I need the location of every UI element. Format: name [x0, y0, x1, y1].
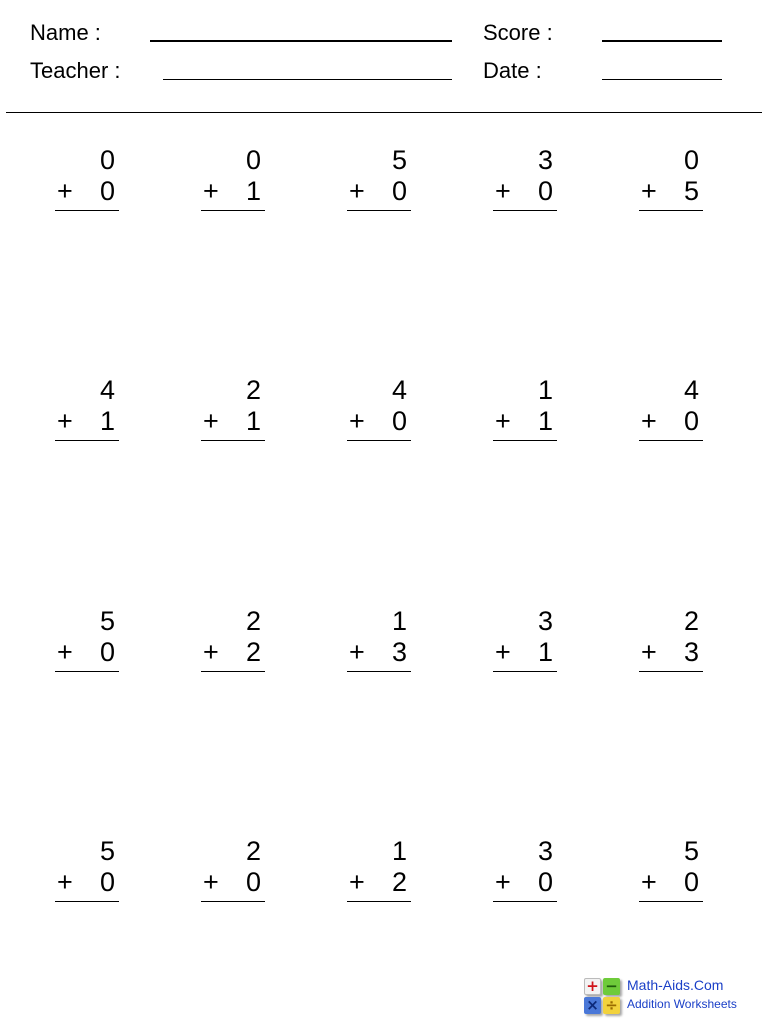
top-addend: 2: [245, 375, 261, 405]
plus-sign: +: [349, 637, 365, 667]
problem-item: [639, 836, 703, 906]
top-addend: 4: [391, 375, 407, 405]
bottom-addend: 0: [99, 637, 115, 667]
bottom-addend: 5: [683, 176, 699, 206]
top-addend: 5: [683, 836, 699, 866]
problem-item: [493, 836, 557, 906]
bottom-addend: 0: [683, 406, 699, 436]
answer-line[interactable]: [493, 901, 557, 902]
plus-icon: +: [584, 978, 601, 995]
problem-item: [201, 145, 265, 215]
answer-line[interactable]: [55, 901, 119, 902]
top-addend: 1: [391, 836, 407, 866]
top-addend: 5: [99, 606, 115, 636]
top-addend: 2: [683, 606, 699, 636]
top-addend: 1: [391, 606, 407, 636]
score-field-line[interactable]: [602, 40, 722, 42]
problem-item: [639, 375, 703, 445]
plus-sign: +: [57, 406, 73, 436]
bottom-addend: 0: [245, 867, 261, 897]
answer-line[interactable]: [639, 671, 703, 672]
bottom-addend: 3: [683, 637, 699, 667]
problem-item: [347, 606, 411, 676]
answer-line[interactable]: [55, 440, 119, 441]
bottom-addend: 0: [99, 867, 115, 897]
top-addend: 3: [537, 145, 553, 175]
header-divider: [6, 112, 762, 113]
problem-item: [639, 145, 703, 215]
plus-sign: +: [57, 867, 73, 897]
plus-sign: +: [495, 176, 511, 206]
answer-line[interactable]: [201, 901, 265, 902]
top-addend: 4: [99, 375, 115, 405]
plus-sign: +: [641, 637, 657, 667]
top-addend: 0: [245, 145, 261, 175]
answer-line[interactable]: [201, 210, 265, 211]
operations-icon: [584, 978, 620, 1014]
answer-line[interactable]: [347, 901, 411, 902]
answer-line[interactable]: [639, 440, 703, 441]
plus-sign: +: [203, 867, 219, 897]
top-addend: 5: [391, 145, 407, 175]
plus-sign: +: [349, 176, 365, 206]
plus-sign: +: [203, 637, 219, 667]
top-addend: 0: [99, 145, 115, 175]
date-label: Date :: [483, 58, 542, 83]
problem-item: [201, 606, 265, 676]
problem-item: [55, 145, 119, 215]
teacher-label: Teacher :: [30, 58, 121, 83]
plus-sign: +: [349, 867, 365, 897]
problem-item: [347, 145, 411, 215]
answer-line[interactable]: [347, 440, 411, 441]
answer-line[interactable]: [55, 210, 119, 211]
plus-sign: +: [641, 176, 657, 206]
top-addend: 1: [537, 375, 553, 405]
date-field-line[interactable]: [602, 79, 722, 80]
answer-line[interactable]: [493, 671, 557, 672]
answer-line[interactable]: [639, 210, 703, 211]
name-field-line[interactable]: [150, 40, 452, 42]
bottom-addend: 2: [391, 867, 407, 897]
plus-sign: +: [57, 176, 73, 206]
plus-sign: +: [203, 406, 219, 436]
problem-item: [493, 606, 557, 676]
bottom-addend: 2: [245, 637, 261, 667]
bottom-addend: 0: [537, 176, 553, 206]
plus-sign: +: [641, 406, 657, 436]
answer-line[interactable]: [201, 440, 265, 441]
problem-item: [201, 375, 265, 445]
bottom-addend: 0: [683, 867, 699, 897]
problem-item: [347, 836, 411, 906]
top-addend: 0: [683, 145, 699, 175]
answer-line[interactable]: [493, 440, 557, 441]
problem-item: [347, 375, 411, 445]
answer-line[interactable]: [347, 671, 411, 672]
problem-item: [493, 375, 557, 445]
problem-item: [201, 836, 265, 906]
score-label: Score :: [483, 20, 553, 45]
divide-icon: ÷: [603, 997, 620, 1014]
teacher-field-line[interactable]: [163, 79, 452, 80]
plus-sign: +: [495, 867, 511, 897]
bottom-addend: 0: [99, 176, 115, 206]
top-addend: 3: [537, 836, 553, 866]
plus-sign: +: [203, 176, 219, 206]
plus-sign: +: [641, 867, 657, 897]
problem-item: [55, 375, 119, 445]
name-label: Name :: [30, 20, 101, 45]
bottom-addend: 1: [245, 176, 261, 206]
bottom-addend: 1: [537, 406, 553, 436]
minus-icon: −: [603, 978, 620, 995]
problem-item: [493, 145, 557, 215]
answer-line[interactable]: [639, 901, 703, 902]
problem-item: [639, 606, 703, 676]
plus-sign: +: [349, 406, 365, 436]
bottom-addend: 0: [391, 406, 407, 436]
logo-site-name[interactable]: Math-Aids.Com: [627, 977, 724, 993]
plus-sign: +: [495, 637, 511, 667]
plus-sign: +: [495, 406, 511, 436]
math-aids-logo: [584, 976, 754, 1016]
logo-subtitle: Addition Worksheets: [627, 997, 737, 1011]
answer-line[interactable]: [347, 210, 411, 211]
top-addend: 5: [99, 836, 115, 866]
bottom-addend: 3: [391, 637, 407, 667]
plus-sign: +: [57, 637, 73, 667]
problem-item: [55, 836, 119, 906]
bottom-addend: 0: [391, 176, 407, 206]
answer-line[interactable]: [55, 671, 119, 672]
bottom-addend: 1: [537, 637, 553, 667]
problem-item: [55, 606, 119, 676]
bottom-addend: 1: [245, 406, 261, 436]
top-addend: 4: [683, 375, 699, 405]
answer-line[interactable]: [201, 671, 265, 672]
top-addend: 2: [245, 606, 261, 636]
bottom-addend: 1: [99, 406, 115, 436]
answer-line[interactable]: [493, 210, 557, 211]
top-addend: 3: [537, 606, 553, 636]
bottom-addend: 0: [537, 867, 553, 897]
times-icon: ×: [584, 997, 601, 1014]
top-addend: 2: [245, 836, 261, 866]
